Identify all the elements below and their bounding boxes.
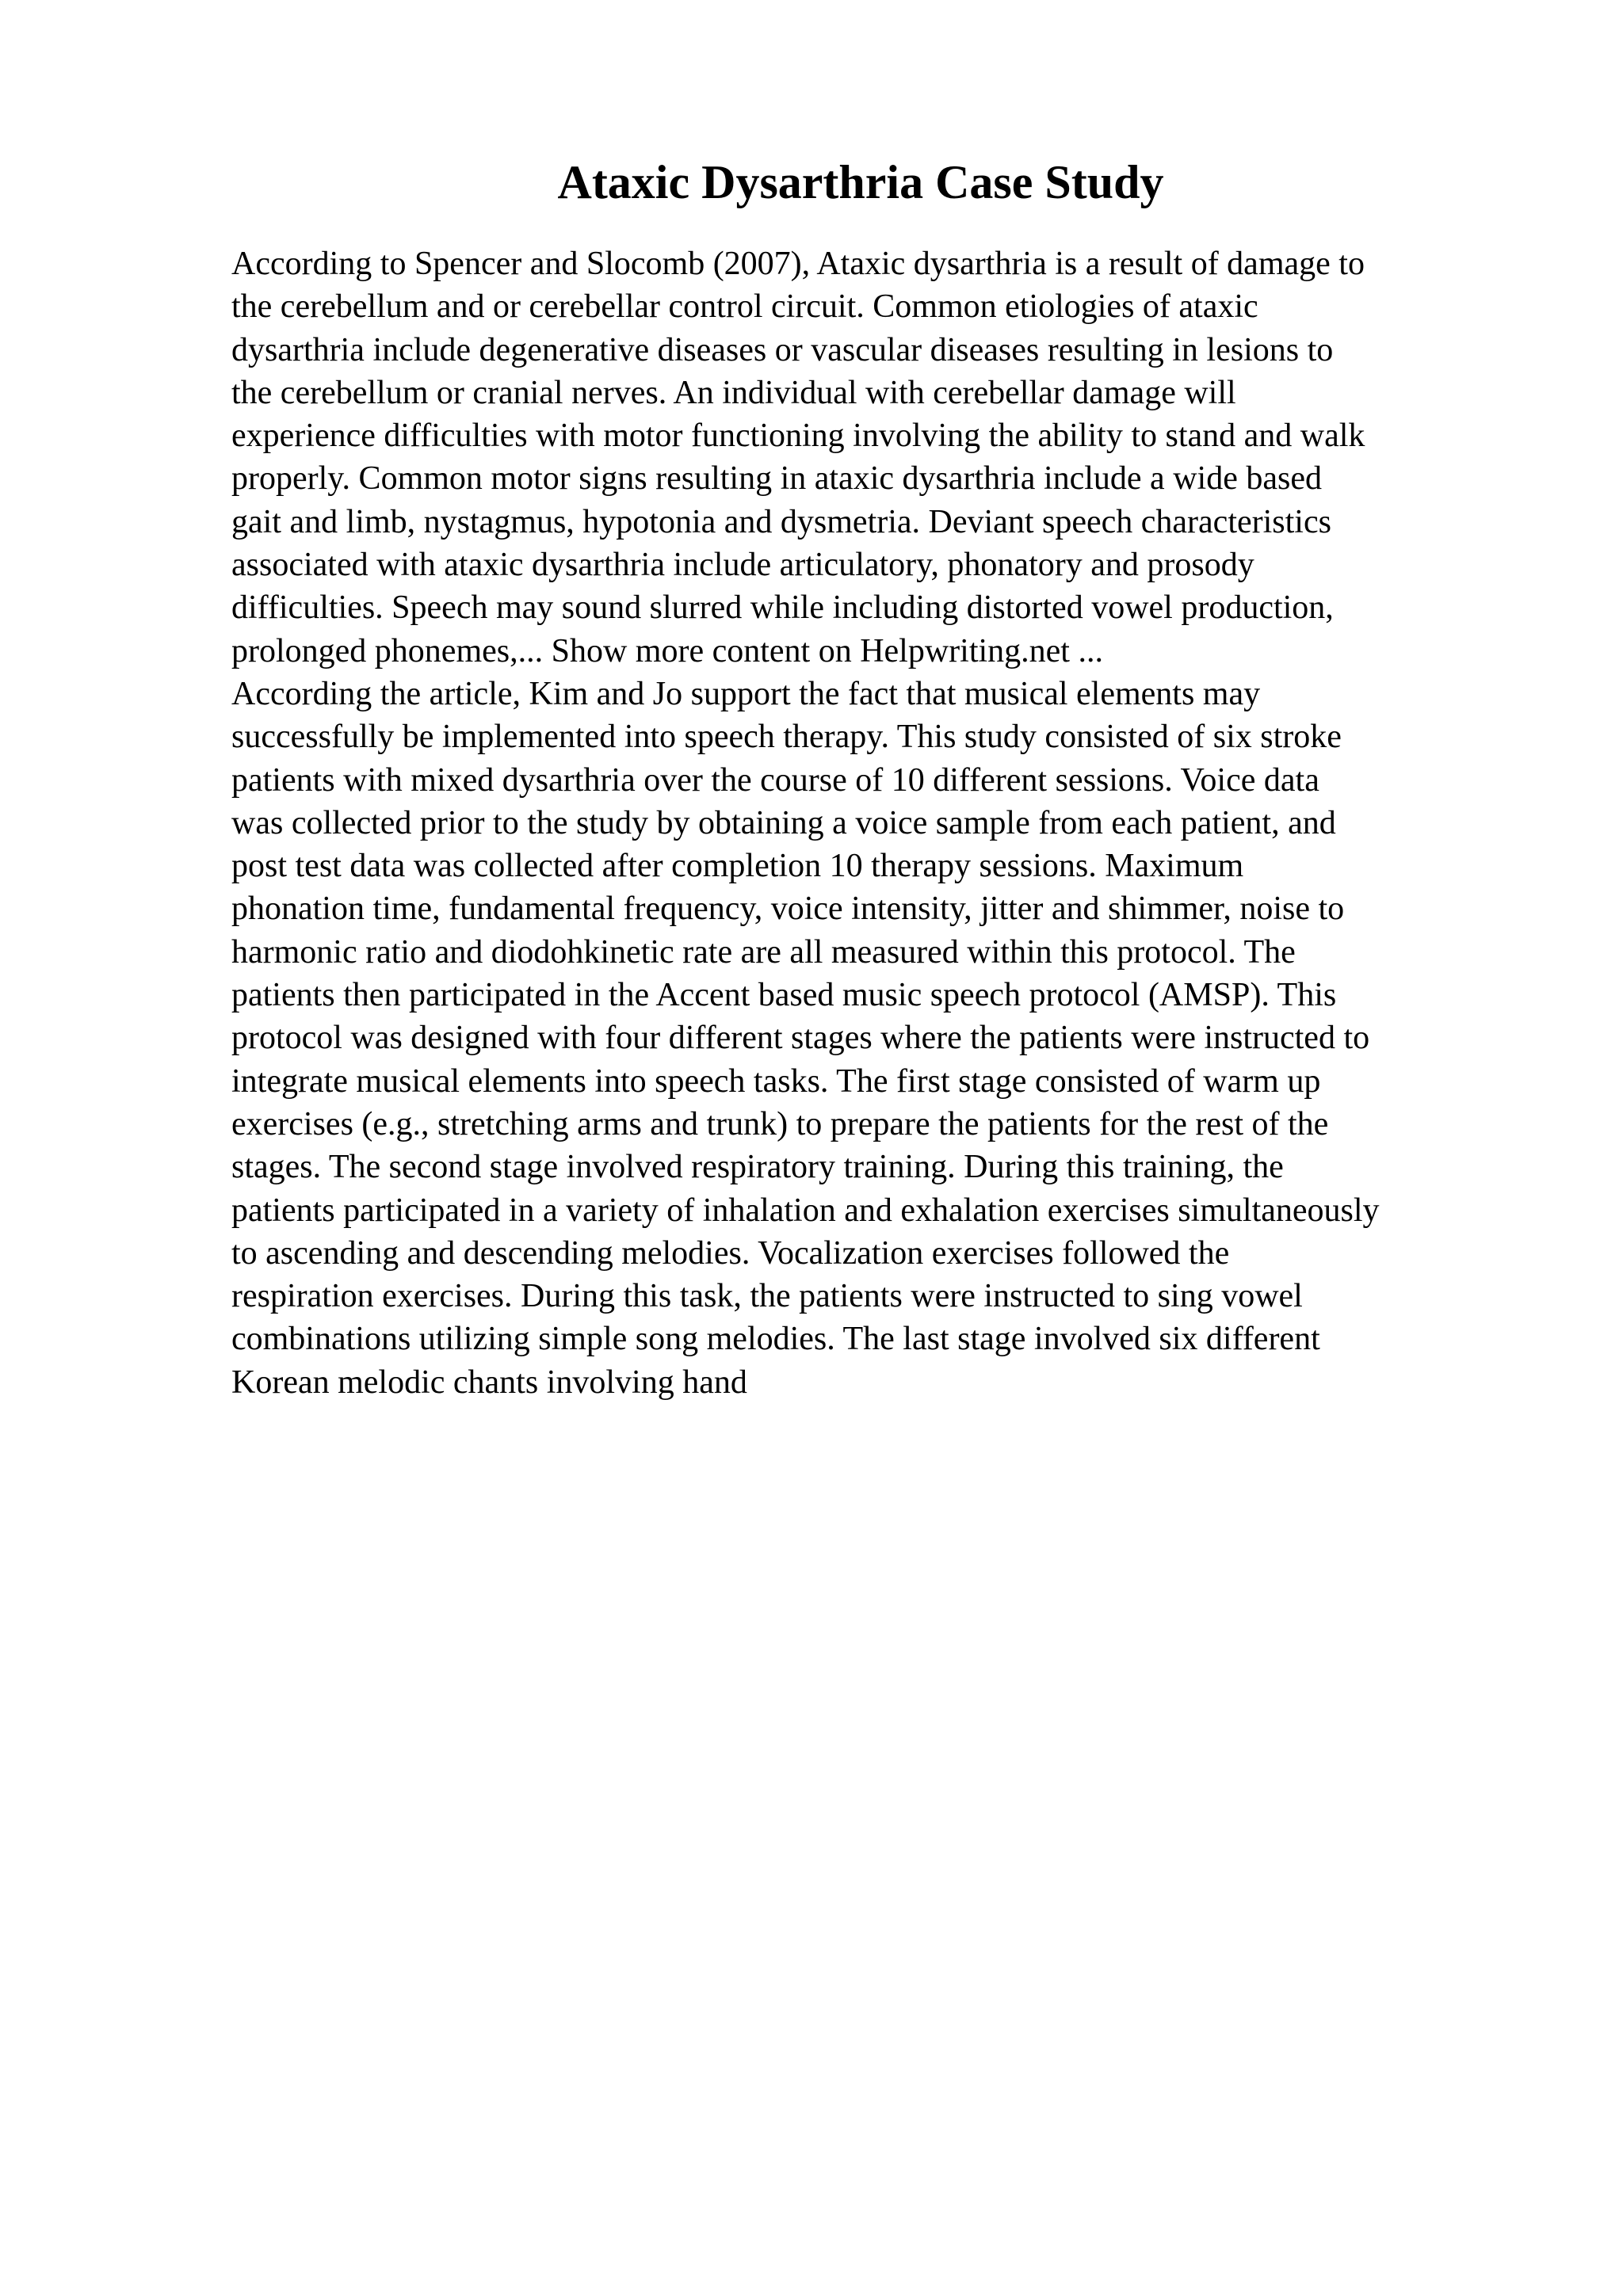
body-line: According to Spencer and Slocomb (2007), Ataxic dysarthria is a result of damage to xyxy=(231,246,1365,282)
body-line: gait and limb, nystagmus, hypotonia and dysmetria. Deviant speech characteristics xyxy=(231,503,1331,540)
body-line: to ascending and descending melodies. Vocalization exercises followed the xyxy=(231,1234,1230,1272)
body-line: phonation time, fundamental frequency, voice intensity, jitter and shimmer, noise to xyxy=(231,891,1345,928)
body-line: the cerebellum or cranial nerves. An individual with cerebellar damage will xyxy=(231,374,1236,411)
document-title: Ataxic Dysarthria Case Study xyxy=(557,156,1164,208)
body-line: experience difficulties with motor functioning involving the ability to stand and walk xyxy=(231,418,1365,455)
body-line: According the article, Kim and Jo support the fact that musical elements may xyxy=(231,675,1261,712)
body-line: integrate musical elements into speech tasks. The first stage consisted of warm up xyxy=(231,1062,1321,1100)
body-line: prolonged phonemes,... Show more content on Helpwriting.net ... xyxy=(231,632,1103,669)
body-line: dysarthria include degenerative diseases or vascular diseases resulting in lesions to xyxy=(231,331,1334,368)
body-line: patients participated in a variety of inhalation and exhalation exercises simultaneously xyxy=(231,1192,1380,1229)
body-line: exercises (e.g., stretching arms and trunk) to prepare the patients for the rest of the xyxy=(231,1105,1329,1142)
body-line: harmonic ratio and diodohkinetic rate are all measured within this protocol. The xyxy=(231,933,1296,971)
body-line: was collected prior to the study by obtaining a voice sample from each patient, and xyxy=(231,804,1336,841)
body-line: combinations utilizing simple song melodies. The last stage involved six different xyxy=(231,1321,1320,1358)
body-line: patients with mixed dysarthria over the course of 10 different sessions. Voice data xyxy=(231,761,1319,799)
body-line: difficulties. Speech may sound slurred while including distorted vowel production, xyxy=(231,589,1334,627)
body-line: Korean melodic chants involving hand xyxy=(231,1363,747,1401)
body-line: successfully be implemented into speech therapy. This study consisted of six stroke xyxy=(231,719,1342,756)
document-body xyxy=(231,242,1531,1404)
body-line: post test data was collected after completion 10 therapy sessions. Maximum xyxy=(231,848,1244,885)
body-line: associated with ataxic dysarthria include articulatory, phonatory and prosody xyxy=(231,547,1254,584)
body-line: respiration exercises. During this task, the patients were instructed to sing vowel xyxy=(231,1278,1303,1315)
body-line: stages. The second stage involved respiratory training. During this training, the xyxy=(231,1149,1284,1186)
body-line: patients then participated in the Accent based music speech protocol (AMSP). This xyxy=(231,977,1337,1014)
body-line: the cerebellum and or cerebellar control circuit. Common etiologies of ataxic xyxy=(231,288,1258,326)
body-line: properly. Common motor signs resulting in ataxic dysarthria include a wide based xyxy=(231,460,1322,498)
body-line: protocol was designed with four different stages where the patients were instructed to xyxy=(231,1020,1370,1057)
